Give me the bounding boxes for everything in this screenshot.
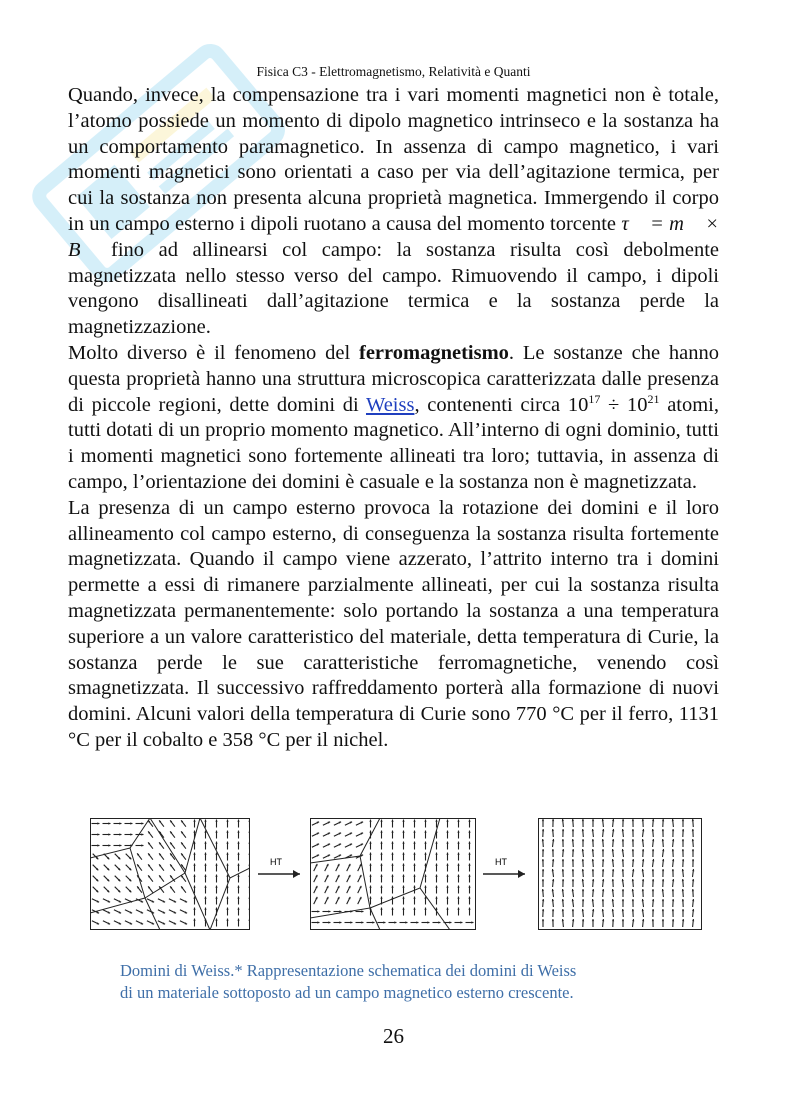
paragraph-text: , contenenti circa 10 <box>414 393 589 416</box>
weiss-domains-figure <box>86 818 706 934</box>
paragraph-text: ÷ 10 <box>600 393 648 416</box>
arrow-label: HT <box>495 857 507 867</box>
page-number: 26 <box>383 1024 404 1048</box>
figure-caption <box>120 960 680 1004</box>
arrow-label: HT <box>270 857 282 867</box>
body-text <box>68 83 719 754</box>
paragraph-text: La presenza di un campo esterno provoca la rotazione dei domini e il loro allineamento col campo esterno, di conseguenza la sostanza risulta fortemente magnetizzata. Quando il campo viene azzerato, l’attrito interno tra i domini permette a essi di rimanere parzialmente allineati, per cui la sostanza risulta magnetizzata permanentemente: solo portando la sostanza a una temperatura superiore a un valore caratteristico del materiale, detta temperatura di Curie, la sostanza perde le sue caratteristiche ferromagnetiche, venendo così smagnetizzata. Il successivo raffreddamento porterà alla formazione di nuovi domini. Alcuni valori della temperatura di Curie sono 770 °C per il ferro, 1131 °C per il cobalto e 358 °C per il nichel. <box>68 496 719 751</box>
torque-formula: τ⃗ = m⃗ × B⃗ <box>68 212 720 261</box>
running-header: Fisica C3 - Elettromagnetismo, Relatività e Quanti <box>256 64 531 79</box>
term-ferromagnetismo: ferromagnetismo <box>359 341 509 364</box>
caption-line: Domini di Weiss.* Rappresentazione schematica dei domini di Weiss <box>120 961 577 980</box>
weiss-link[interactable]: Weiss <box>365 393 415 416</box>
paragraph-paramagnetism <box>68 83 719 341</box>
paragraph-curie <box>68 496 719 754</box>
domains-partial-panel <box>310 818 476 930</box>
paragraph-text: Quando, invece, la compensazione tra i vari momenti magnetici non è totale, l’atomo possiede un momento di dipolo magnetico intrinseco e la sostanza ha un comportamento paramagnetico. In assenza di campo magnetico, i vari momenti magnetici sono orientati a caso per via dell’agitazione termica, per cui la sostanza non presenta alcuna proprietà magnetica. Immergendo il corpo in un campo esterno i dipoli ruotano a causa del momento torcente <box>68 84 719 235</box>
paragraph-text: . Le sostanze che hanno questa proprietà hanno una struttura microscopica caratterizzata dalle presenza di piccole regioni, dette domini di <box>68 341 719 416</box>
paragraph-ferromagnetism <box>68 341 719 496</box>
domains-random-panel <box>90 818 250 930</box>
caption-line: di un materiale sottoposto ad un campo magnetico esterno crescente. <box>120 983 574 1002</box>
paragraph-text: Molto diverso è il fenomeno del <box>68 341 351 364</box>
paragraph-text: atomi, tutti dotati di un proprio momento magnetico. All’interno di ogni dominio, tutti i momenti magnetici sono fortemente allineati tra loro; tuttavia, in assenza di campo, l’orientazione dei domini è casuale e la sostanza non è magnetizzata. <box>68 393 720 493</box>
exponent: 17 <box>588 391 601 406</box>
domains-aligned-panel <box>538 818 702 930</box>
paragraph-text: fino ad allinearsi col campo: la sostanza risulta così debolmente magnetizzata nello stesso verso del campo. Rimuovendo il campo, i dipoli vengono disallineati dall’agitazione termica e la sostanza perde la magnetizzazione. <box>68 238 720 339</box>
exponent: 21 <box>647 391 660 406</box>
arrow-right-icon <box>481 856 531 886</box>
arrow-right-icon <box>256 856 306 886</box>
